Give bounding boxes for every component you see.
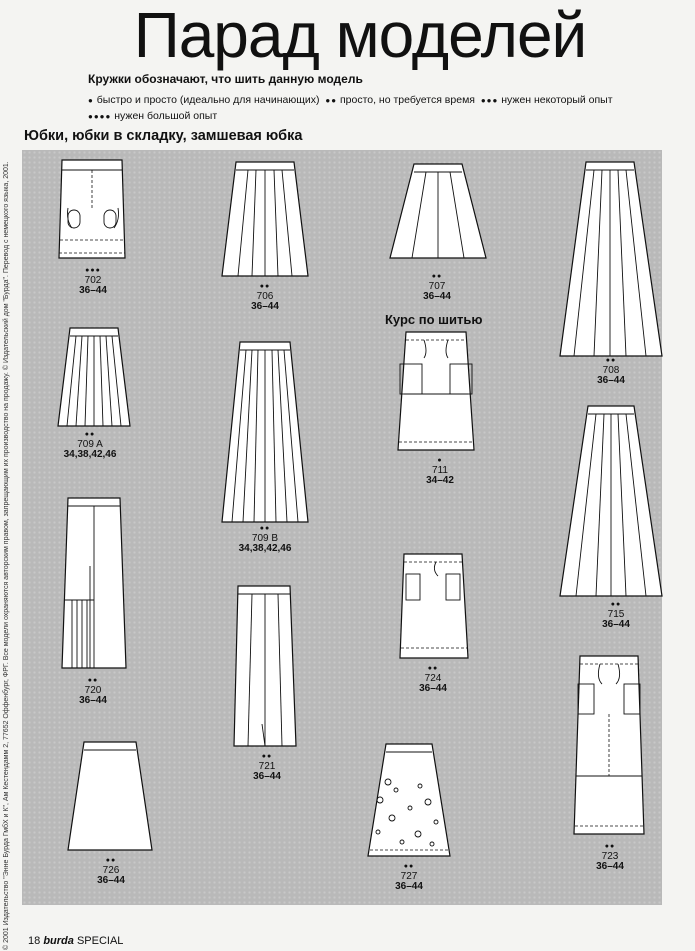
skirt-721-sketch (232, 584, 298, 750)
legend-text: нужен некоторый опыт (501, 94, 613, 106)
model-sizes: 36–44 (253, 771, 281, 782)
model-sizes: 36–44 (395, 881, 423, 892)
model-sizes: 36–44 (602, 619, 630, 630)
page-number: 18 (28, 935, 41, 947)
difficulty-dots: ●● (325, 96, 338, 105)
model-sizes: 36–44 (79, 285, 107, 296)
difficulty-dots: ●● (261, 753, 273, 760)
model-number: 726 (102, 865, 120, 876)
legend-text: нужен большой опыт (114, 110, 218, 122)
model-caption (220, 524, 310, 554)
model-number: 709 A (77, 439, 103, 450)
page-title: Парад моделей (133, 0, 587, 71)
model-sizes: 36–44 (423, 291, 451, 302)
brand-logo: burda (43, 935, 74, 947)
difficulty-dots: ● (88, 96, 94, 105)
skirt-723-sketch (572, 654, 648, 838)
skirt-726-sketch (66, 740, 156, 854)
difficulty-dots: ●● (84, 431, 96, 438)
skirt-715-sketch (558, 404, 664, 600)
difficulty-dots: ●● (610, 601, 622, 608)
skirt-708-sketch (558, 160, 664, 360)
legend-heading: Кружки обозначают, что шить данную модель (88, 72, 363, 86)
model-caption (395, 456, 485, 486)
difficulty-dots: ●● (605, 357, 617, 364)
model-number: 715 (607, 609, 625, 620)
legend-row (88, 110, 217, 122)
model-sizes: 36–44 (419, 683, 447, 694)
model-number: 708 (602, 365, 620, 376)
model-number: 723 (601, 851, 619, 862)
difficulty-dots: ●● (427, 665, 439, 672)
skirt-707-sketch (388, 162, 488, 262)
difficulty-dots: ●● (259, 283, 271, 290)
model-number: 720 (84, 685, 102, 696)
edition-label: SPECIAL (76, 935, 124, 947)
skirt-724-sketch (398, 552, 470, 662)
difficulty-dots: ●● (259, 525, 271, 532)
model-caption (222, 752, 312, 782)
skirt-720-sketch (60, 496, 130, 672)
model-sizes: 36–44 (597, 375, 625, 386)
model-number: 707 (428, 281, 446, 292)
model-caption (220, 282, 310, 312)
model-number: 711 (432, 465, 448, 476)
difficulty-dots: ●● (87, 677, 99, 684)
model-number: 727 (400, 871, 418, 882)
model-caption (48, 676, 138, 706)
skirt-706-sketch (220, 160, 310, 280)
model-sizes: 36–44 (97, 875, 125, 886)
difficulty-dots: ●●● (480, 96, 499, 105)
difficulty-dots: ●● (403, 863, 415, 870)
side-credit: © 2001 Издательство "Энне Бурда ГмбХ и К", Ам Кестендамм 2, 77652 Оффенбург, ФРГ. Все модели охраняются авторским правом, запрещающим их производство на продажу. © Издательский дом "Бурда". Перевод с немецкого языка, 2001. (3, 161, 10, 950)
model-number: 721 (258, 761, 276, 772)
course-label: Курс по шитью (385, 312, 483, 327)
model-number: 709 B (251, 533, 279, 544)
difficulty-dots: ●● (431, 273, 443, 280)
model-number: 706 (256, 291, 274, 302)
model-sizes: 34,38,42,46 (238, 543, 292, 554)
legend-text: быстро и просто (идеально для начинающих) (96, 94, 320, 106)
page-footer (28, 935, 123, 947)
model-number: 702 (84, 275, 102, 286)
model-caption (571, 600, 661, 630)
skirt-702-sketch (58, 158, 128, 263)
legend-row (88, 94, 613, 106)
model-caption (45, 430, 135, 460)
difficulty-dots: ●●●● (88, 112, 112, 121)
difficulty-dots: ●● (105, 857, 117, 864)
skirt-709b-sketch (220, 340, 310, 526)
model-caption (388, 664, 478, 694)
model-sizes: 36–44 (251, 301, 279, 312)
skirt-711-sketch (394, 330, 478, 454)
model-caption (565, 842, 655, 872)
difficulty-dots: ● (437, 457, 443, 464)
model-sizes: 34,38,42,46 (63, 449, 117, 460)
model-caption (392, 272, 482, 302)
skirt-709a-sketch (56, 326, 132, 430)
model-sizes: 36–44 (79, 695, 107, 706)
model-caption (566, 356, 656, 386)
model-caption (364, 862, 454, 892)
model-caption (48, 266, 138, 296)
model-sizes: 36–44 (596, 861, 624, 872)
difficulty-dots: ●● (604, 843, 616, 850)
model-sizes: 34–42 (426, 475, 454, 486)
model-caption (66, 856, 156, 886)
section-title: Юбки, юбки в складку, замшевая юбка (24, 128, 303, 144)
skirt-727-sketch (366, 742, 452, 860)
difficulty-dots: ●●● (85, 267, 101, 274)
legend-text: просто, но требуется время (339, 94, 475, 106)
model-number: 724 (424, 673, 442, 684)
